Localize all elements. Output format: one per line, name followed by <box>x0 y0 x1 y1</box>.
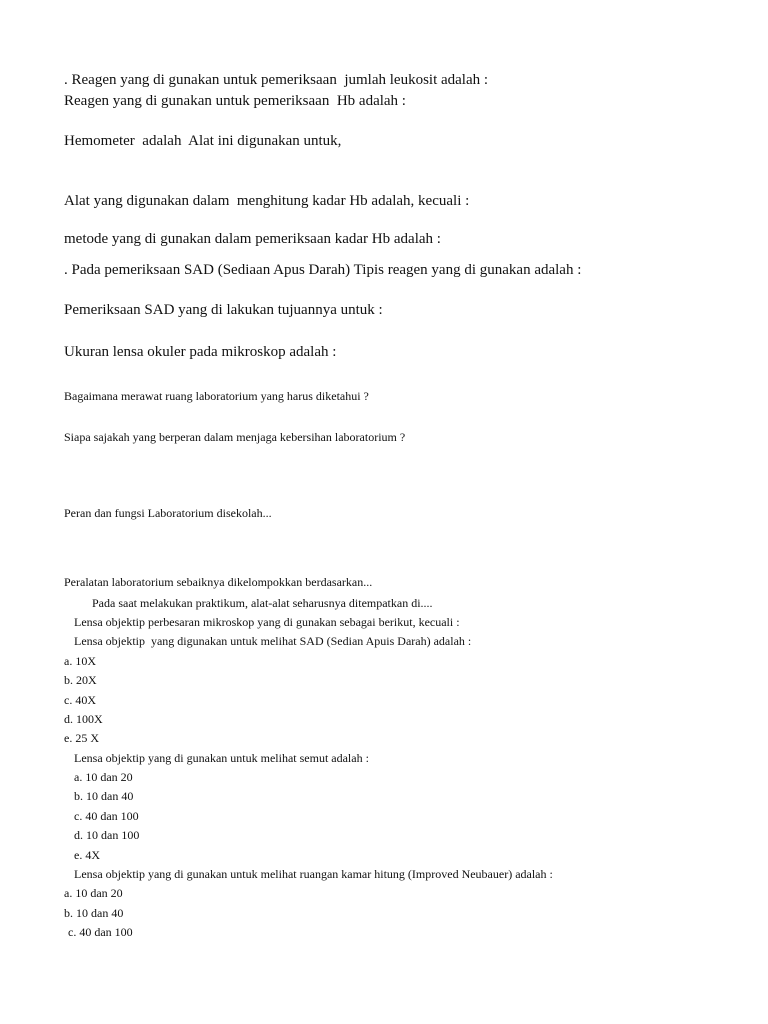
question-hb-reagent: Reagen yang di gunakan untuk pemeriksaan Hb adalah : <box>64 93 406 109</box>
option-c: c. 40 dan 100 <box>74 809 139 823</box>
option-e: e. 4X <box>74 848 100 862</box>
question-objective-ant: Lensa objektip yang di gunakan untuk melihat semut adalah : <box>74 751 369 765</box>
question-hb-method: metode yang di gunakan dalam pemeriksaan kadar Hb adalah : <box>64 231 441 247</box>
question-ocular-lens: Ukuran lensa okuler pada mikroskop adalah : <box>64 344 337 360</box>
option-d: d. 100X <box>64 712 103 726</box>
option-b: b. 10 dan 40 <box>64 906 124 920</box>
question-objective-sad: Lensa objektip yang digunakan untuk melihat SAD (Sedian Apuis Darah) adalah : <box>74 634 472 648</box>
option-b: b. 20X <box>64 673 97 687</box>
question-hemometer: Hemometer adalah Alat ini digunakan untuk, <box>64 133 342 149</box>
question-sad-reagent: . Pada pemeriksaan SAD (Sediaan Apus Darah) Tipis reagen yang di gunakan adalah : <box>64 262 582 278</box>
option-a: a. 10 dan 20 <box>64 886 123 900</box>
option-c: c. 40X <box>64 693 96 707</box>
question-objective-counting-chamber: Lensa objektip yang di gunakan untuk melihat ruangan kamar hitung (Improved Neubauer) adalah : <box>74 867 553 881</box>
question-sad-purpose: Pemeriksaan SAD yang di lakukan tujuannya untuk : <box>64 302 383 318</box>
option-d: d. 10 dan 100 <box>74 828 140 842</box>
question-lab-cleanliness: Siapa sajakah yang berperan dalam menjaga kebersihan laboratorium ? <box>64 430 406 444</box>
question-leukosit-reagent: . Reagen yang di gunakan untuk pemeriksaan jumlah leukosit adalah : <box>64 72 489 88</box>
option-e: e. 25 X <box>64 731 99 745</box>
question-hb-tools-except: Alat yang digunakan dalam menghitung kadar Hb adalah, kecuali : <box>64 193 470 209</box>
option-b: b. 10 dan 40 <box>74 789 134 803</box>
option-a: a. 10 dan 20 <box>74 770 133 784</box>
question-objective-except: Lensa objektip perbesaran mikroskop yang di gunakan sebagai berikut, kecuali : <box>74 615 460 629</box>
question-lab-role: Peran dan fungsi Laboratorium disekolah... <box>64 506 272 520</box>
option-a: a. 10X <box>64 654 96 668</box>
option-c: c. 40 dan 100 <box>68 925 133 939</box>
question-tool-placement: Pada saat melakukan praktikum, alat-alat seharusnya ditempatkan di.... <box>92 596 433 610</box>
question-lab-care: Bagaimana merawat ruang laboratorium yang harus diketahui ? <box>64 389 369 403</box>
question-lab-grouping: Peralatan laboratorium sebaiknya dikelompokkan berdasarkan... <box>64 575 373 589</box>
